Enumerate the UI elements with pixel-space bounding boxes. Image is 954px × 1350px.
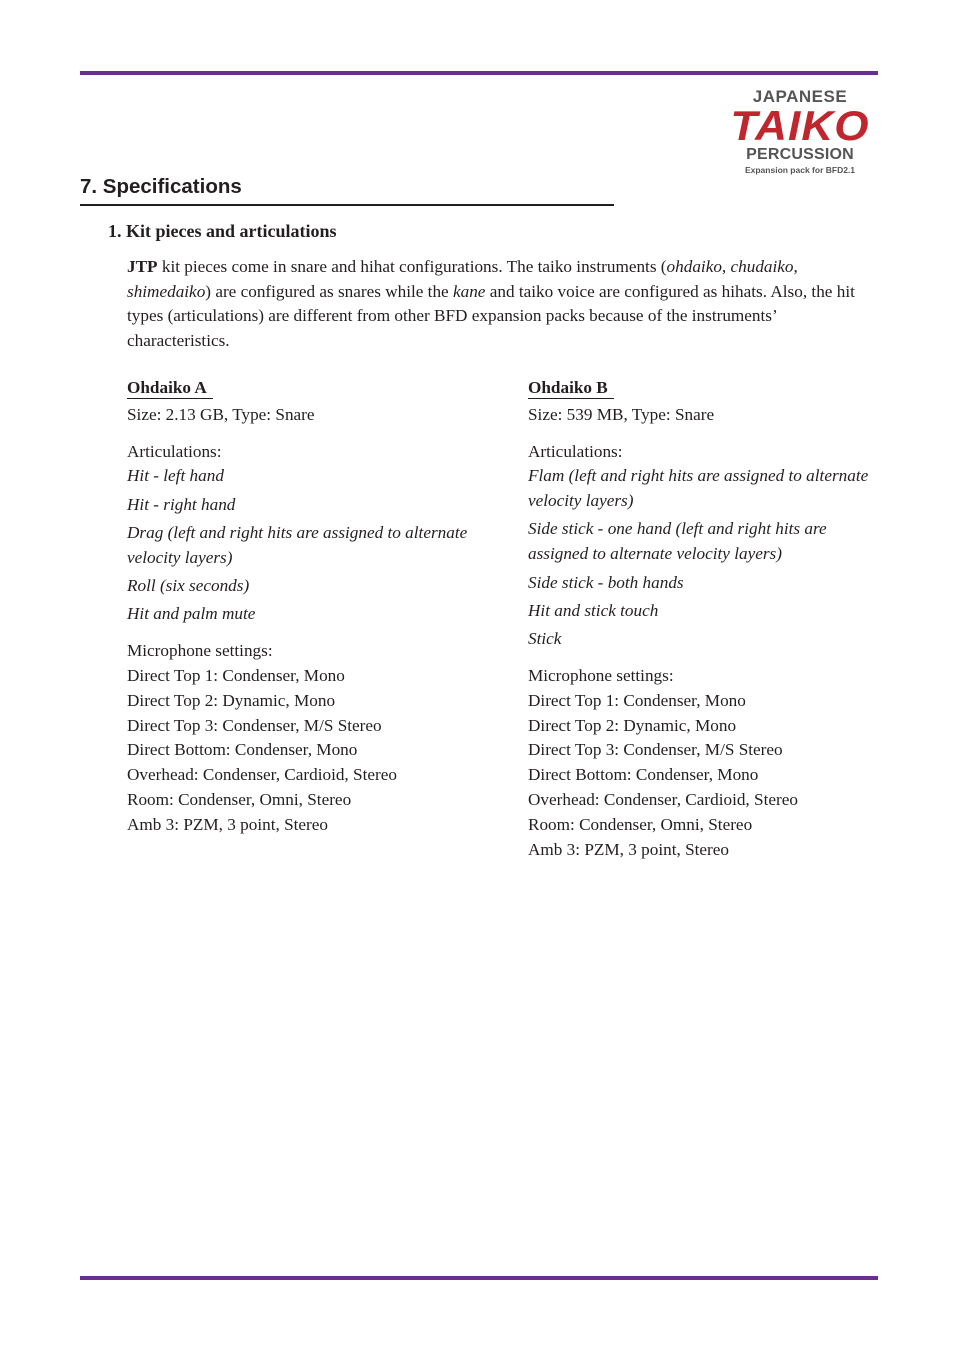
intro-text-3: ,: [793, 257, 798, 276]
column-heading: Ohdaiko A: [127, 377, 213, 399]
articulations-label: Articulations:: [528, 441, 623, 461]
mic-setting: Direct Top 1: Condenser, Mono: [127, 665, 345, 685]
section-title: 7. Specifications: [80, 175, 242, 198]
mic-setting: Amb 3: PZM, 3 point, Stereo: [127, 814, 328, 834]
intro-text-5: and taiko voice are configured as hihats. Also, the hit types (articulations) are different from other BFD expansion packs because of the instruments’ characteristics.: [127, 281, 855, 350]
articulation-item: Roll (six seconds): [127, 576, 250, 596]
mic-setting: Overhead: Condenser, Cardioid, Stereo: [528, 789, 798, 809]
articulation-item: Hit and stick touch: [528, 600, 659, 620]
intro-ohdaiko: ohdaiko: [666, 257, 722, 276]
section-title-underline: [80, 204, 614, 206]
articulation-item: Flam (left and right hits are assigned to alternate velocity layers): [528, 466, 869, 511]
mic-setting: Direct Bottom: Condenser, Mono: [528, 765, 759, 785]
articulation-item: Hit - right hand: [127, 494, 236, 514]
mic-setting: Direct Top 3: Condenser, M/S Stereo: [127, 715, 382, 735]
logo-line-expansion: Expansion pack for BFD2.1: [744, 165, 856, 175]
intro-jtp: JTP: [127, 257, 158, 276]
articulation-item: Side stick - one hand (left and right hits are assigned to alternate velocity layers): [528, 519, 827, 564]
footer-rule: [80, 1276, 878, 1280]
mic-setting: Direct Top 3: Condenser, M/S Stereo: [528, 740, 783, 760]
intro-text-4: ) are configured as snares while the: [205, 281, 453, 301]
mic-setting: Amb 3: PZM, 3 point, Stereo: [528, 839, 729, 859]
mic-setting: Room: Condenser, Omni, Stereo: [127, 789, 352, 809]
japanese-taiko-logo: [720, 88, 880, 183]
intro-chudaiko: chudaiko: [730, 257, 794, 276]
articulation-item: Stick: [528, 629, 562, 649]
microphone-settings-label: Microphone settings:: [127, 641, 273, 661]
mic-setting: Room: Condenser, Omni, Stereo: [528, 814, 753, 834]
articulation-item: Drag (left and right hits are assigned to alternate velocity layers): [127, 522, 468, 567]
header-rule: [80, 71, 878, 75]
intro-shimedaiko: shimedaiko: [127, 281, 206, 301]
subsection-title: 1. Kit pieces and articulations: [108, 221, 337, 241]
articulations-label: Articulations:: [127, 441, 222, 461]
mic-setting: Direct Bottom: Condenser, Mono: [127, 740, 358, 760]
logo-line-japanese: JAPANESE: [752, 87, 848, 106]
size-type: Size: 2.13 GB, Type: Snare: [127, 404, 315, 424]
size-type: Size: 539 MB, Type: Snare: [528, 404, 715, 424]
logo-line-taiko: TAIKO: [730, 102, 870, 149]
column-ohdaiko-a: [127, 376, 507, 838]
microphone-settings-label: Microphone settings:: [528, 665, 674, 685]
mic-setting: Direct Top 2: Dynamic, Mono: [528, 715, 737, 735]
mic-setting: Direct Top 1: Condenser, Mono: [528, 690, 746, 710]
mic-setting: Direct Top 2: Dynamic, Mono: [127, 690, 336, 710]
column-ohdaiko-b: [528, 376, 878, 862]
column-heading: Ohdaiko B: [528, 377, 614, 399]
intro-kane: kane: [452, 281, 486, 301]
intro-text-2: ,: [721, 257, 731, 276]
articulation-item: Side stick - both hands: [528, 572, 684, 592]
articulation-item: Hit and palm mute: [127, 604, 256, 624]
mic-setting: Overhead: Condenser, Cardioid, Stereo: [127, 765, 397, 785]
articulation-item: Hit - left hand: [127, 466, 224, 486]
intro-paragraph: [127, 255, 867, 353]
logo-line-percussion: PERCUSSION: [746, 146, 854, 163]
intro-text-1: kit pieces come in snare and hihat configurations. The taiko instruments (: [157, 257, 667, 276]
